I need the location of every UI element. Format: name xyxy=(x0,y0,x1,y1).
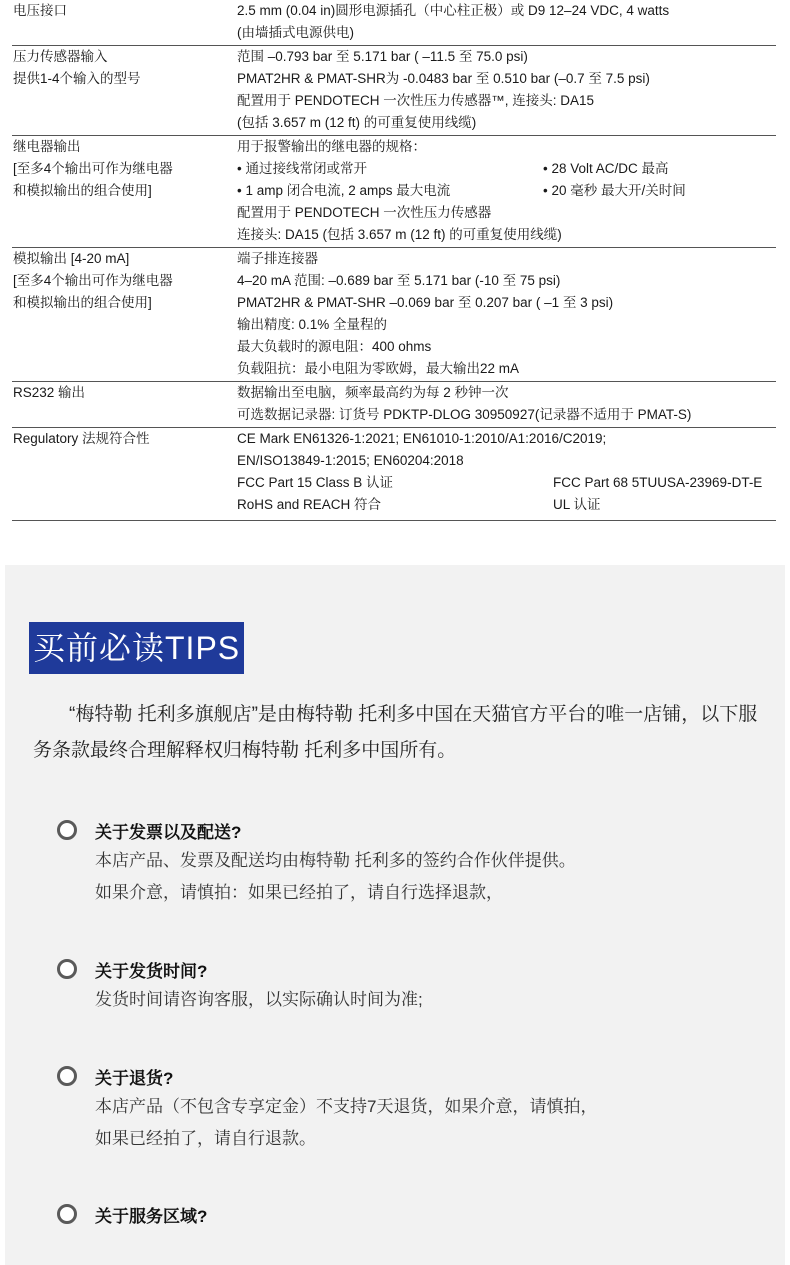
spec-label-line: RS232 输出 xyxy=(13,385,86,400)
spec-value-line: 4–20 mA 范围: –0.689 bar 至 5.171 bar (-10 至 75 psi) xyxy=(237,273,561,288)
radio-circle-icon xyxy=(57,820,77,840)
spec-label-line: 和模拟输出的组合使用] xyxy=(13,183,152,198)
faq-question: 关于发货时间? xyxy=(95,961,208,981)
faq-answer xyxy=(57,845,757,909)
spec-pair xyxy=(237,180,776,202)
spec-row-rs232 xyxy=(12,382,776,428)
faq-item xyxy=(57,815,757,909)
spec-value-line: 用于报警输出的继电器的规格： xyxy=(237,139,426,154)
faq-answer-line: 如果介意，请慎拍：如果已经拍了，请自行选择退款， xyxy=(95,883,503,902)
radio-circle-icon xyxy=(57,1066,77,1086)
spec-value-line: (包括 3.657 m (12 ft) 的可重复使用线缆) xyxy=(237,115,477,130)
spec-label xyxy=(12,382,237,426)
spec-label xyxy=(12,248,237,380)
spec-row-analog-output xyxy=(12,248,776,382)
spec-value xyxy=(237,382,776,426)
spec-label-line: 压力传感器输入 xyxy=(13,49,108,64)
faq-answer-line: 发货时间请咨询客服，以实际确认时间为准; xyxy=(95,990,423,1009)
faq-item xyxy=(57,954,757,1016)
spec-label-line: 模拟输出 [4-20 mA] xyxy=(13,251,130,266)
spec-value xyxy=(237,46,776,134)
spec-row-relay-output xyxy=(12,136,776,248)
faq-question: 关于服务区域? xyxy=(95,1206,208,1226)
spec-pair-left: • 通过接线常闭或常开 xyxy=(237,161,367,176)
radio-circle-icon xyxy=(57,959,77,979)
spec-value-line: 连接头: DA15 (包括 3.657 m (12 ft) 的可重复使用线缆) xyxy=(237,227,562,242)
spec-label xyxy=(12,136,237,246)
spec-pair-right: • 28 Volt AC/DC 最高 xyxy=(543,161,669,176)
spec-value-line: PMAT2HR & PMAT-SHR为 -0.0483 bar 至 0.510 bar (–0.7 至 7.5 psi) xyxy=(237,71,650,86)
spec-value-line: PMAT2HR & PMAT-SHR –0.069 bar 至 0.207 bar ( –1 至 3 psi) xyxy=(237,295,614,310)
spec-value-line: (由墙插式电源供电) xyxy=(237,25,354,40)
radio-circle-icon xyxy=(57,1204,77,1224)
spec-pair-right: • 20 毫秒 最大开/关时间 xyxy=(543,183,686,198)
spec-value-line: 配置用于 PENDOTECH 一次性压力传感器™, 连接头: DA15 xyxy=(237,93,595,108)
spec-value-line: 负载阻抗：最小电阻为零欧姆，最大输出22 mA xyxy=(237,361,520,376)
faq-item xyxy=(57,1199,757,1229)
spec-pair-left: RoHS and REACH 符合 xyxy=(237,497,382,512)
spec-value-line: 输出精度: 0.1% 全量程的 xyxy=(237,317,388,332)
spec-value-line: 配置用于 PENDOTECH 一次性压力传感器 xyxy=(237,205,492,220)
spec-pair-right: FCC Part 68 5TUUSA-23969-DT-E xyxy=(553,475,763,490)
faq-head xyxy=(57,815,757,845)
spec-value-line: 数据输出至电脑，频率最高约为每 2 秒钟一次 xyxy=(237,385,509,400)
spec-value-line: 最大负载时的源电阻：400 ohms xyxy=(237,339,432,354)
spec-value-line: 可选数据记录器: 订货号 PDKTP-DLOG 30950927(记录器不适用于 PMAT-S) xyxy=(237,407,692,422)
spec-row-pressure-input xyxy=(12,46,776,136)
spec-value-line: CE Mark EN61326-1:2021; EN61010-1:2010/A1:2016/C2019; xyxy=(237,431,607,446)
spec-value-line: 2.5 mm (0.04 in)圆形电源插孔（中心柱正极）或 D9 12–24 VDC, 4 watts xyxy=(237,3,670,18)
tips-panel xyxy=(5,565,785,1265)
spec-label-line: 和模拟输出的组合使用] xyxy=(13,295,152,310)
spec-label xyxy=(12,46,237,134)
spec-value xyxy=(237,428,776,516)
spec-label-line: [至多4个输出可作为继电器 xyxy=(13,161,173,176)
spec-pair-right: UL 认证 xyxy=(553,497,601,512)
faq-head xyxy=(57,1061,757,1091)
tips-title: 买前必读TIPS xyxy=(29,622,244,674)
faq-head xyxy=(57,1199,757,1229)
spec-label xyxy=(12,0,237,44)
spec-label xyxy=(12,428,237,516)
faq-item xyxy=(57,1061,757,1155)
spec-value-line: 端子排连接器 xyxy=(237,251,318,266)
faq-question: 关于退货? xyxy=(95,1068,174,1088)
faq-answer-line: 本店产品、发票及配送均由梅特勒 托利多的签约合作伙伴提供。 xyxy=(95,851,576,870)
spec-pair xyxy=(237,494,776,516)
faq-answer xyxy=(57,984,757,1016)
faq-answer-line: 如果已经拍了，请自行退款。 xyxy=(95,1129,316,1148)
spec-row-power xyxy=(12,0,776,46)
spec-row-regulatory xyxy=(12,428,776,521)
spec-value xyxy=(237,248,776,380)
spec-pair xyxy=(237,472,776,494)
faq-answer xyxy=(57,1091,757,1155)
spec-value xyxy=(237,0,776,44)
spec-label-line: 电压接口 xyxy=(13,3,67,18)
faq-answer-line: 本店产品（不包含专享定金）不支持7天退货，如果介意，请慎拍， xyxy=(95,1097,598,1116)
spec-pair-left: • 1 amp 闭合电流, 2 amps 最大电流 xyxy=(237,183,451,198)
tips-intro: “梅特勒 托利多旗舰店”是由梅特勒 托利多中国在天猫官方平台的唯一店铺，以下服务条款最终合理解释权归梅特勒 托利多中国所有。 xyxy=(33,704,758,761)
spec-label-line: 继电器输出 xyxy=(13,139,81,154)
spec-value-line: 范围 –0.793 bar 至 5.171 bar ( –11.5 至 75.0 psi) xyxy=(237,49,528,64)
spec-label-line: [至多4个输出可作为继电器 xyxy=(13,273,173,288)
spec-label-line: Regulatory 法规符合性 xyxy=(13,431,150,446)
spec-value xyxy=(237,136,776,246)
spec-pair xyxy=(237,158,776,180)
spec-table xyxy=(12,0,776,521)
spec-value-line: EN/ISO13849-1:2015; EN60204:2018 xyxy=(237,453,464,468)
faq-head xyxy=(57,954,757,984)
spec-pair-left: FCC Part 15 Class B 认证 xyxy=(237,475,394,490)
faq-question: 关于发票以及配送? xyxy=(95,822,242,842)
spec-label-line: 提供1-4个输入的型号 xyxy=(13,71,141,86)
